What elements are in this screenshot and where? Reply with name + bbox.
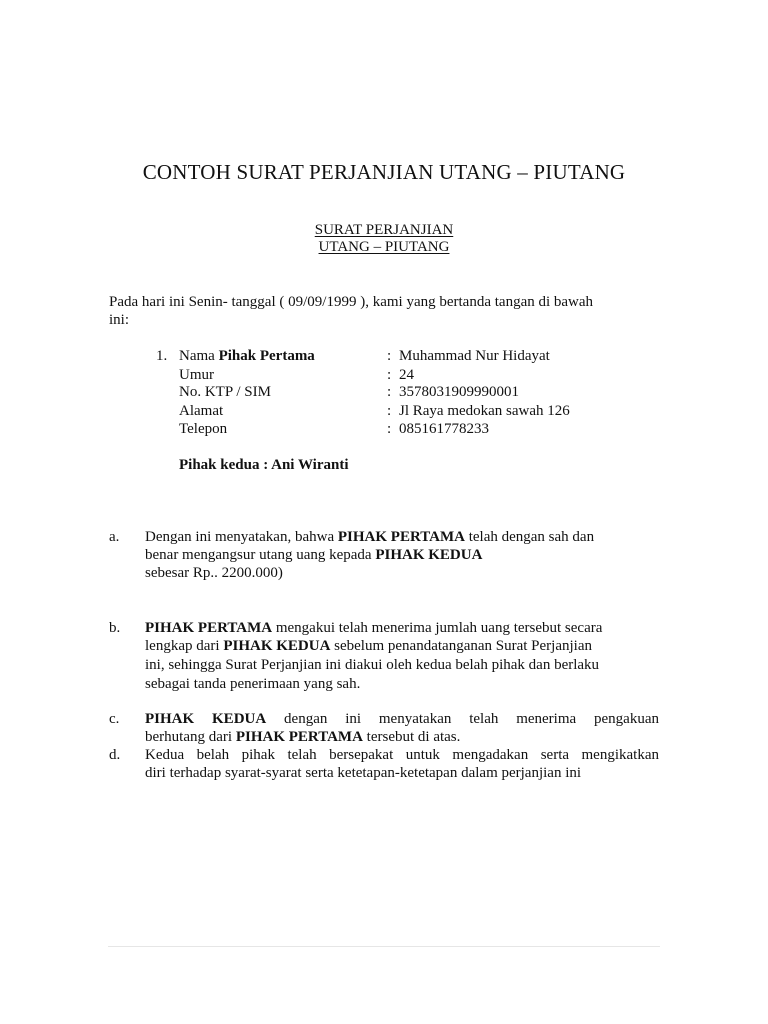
party1-name-label (179, 347, 315, 365)
clause-a-l2-pre: benar mengangsur utang uang kepada (145, 547, 376, 563)
subtitle-line-2 (0, 239, 768, 256)
party1-phone-value: 085161778233 (399, 421, 489, 437)
party1-address-label: Alamat (179, 403, 224, 419)
party1-age-label: Umur (179, 367, 214, 383)
clause-b-line-2 (145, 637, 659, 655)
party1-name-prefix: Nama (179, 348, 219, 364)
party2-line (179, 456, 349, 474)
clause-b-l2-pre: lengkap dari (145, 638, 224, 654)
clause-b-l1-post: mengakui telah menerima jumlah uang tersebut secara (272, 620, 603, 636)
clause-c-marker: c. (109, 711, 120, 727)
clause-c-l2-bold: PIHAK PERTAMA (235, 729, 363, 745)
clause-c-l1-post: dengan ini menyatakan telah menerima pengakuan (266, 711, 659, 727)
clause-c-line-1 (145, 710, 659, 728)
clause-a-l1-bold: PIHAK PERTAMA (337, 529, 465, 545)
party1-phone-sep: : (387, 421, 392, 437)
party1-ktp-value: 3578031909990001 (399, 384, 519, 400)
intro-line-1: Pada hari ini Senin- tanggal ( 09/09/1999 ), kami yang bertanda tangan di bawah (109, 294, 594, 310)
clause-d-line-2: diri terhadap syarat-syarat serta ketetapan-ketetapan dalam perjanjian ini (145, 765, 582, 781)
party1-ktp-label: No. KTP / SIM (179, 384, 271, 400)
clause-c-l2-pre: berhutang dari (145, 729, 236, 745)
clause-a-line-2 (145, 546, 482, 564)
subtitle-line-1 (0, 222, 768, 239)
party1-age-sep: : (387, 367, 392, 383)
party1-age-value: 24 (399, 367, 414, 383)
clause-a-l1-pre: Dengan ini menyatakan, bahwa (145, 529, 338, 545)
clause-b-l1-bold: PIHAK PERTAMA (145, 620, 273, 636)
clause-a-line-1 (145, 528, 659, 546)
clause-d-marker: d. (109, 747, 121, 763)
page-bottom-divider (108, 946, 660, 947)
clause-b-marker: b. (109, 620, 121, 636)
party1-number: 1. (156, 348, 168, 364)
clause-b-line-3: ini, sehingga Surat Perjanjian ini diakui oleh kedua belah pihak dan berlaku (145, 657, 600, 673)
party1-name-bold: Pihak Pertama (218, 348, 315, 364)
clause-b-line-4: sebagai tanda penerimaan yang sah. (145, 676, 361, 692)
clause-a-l2-bold: PIHAK KEDUA (375, 547, 483, 563)
clause-c-line-2 (145, 728, 460, 746)
party1-address-sep: : (387, 403, 392, 419)
party1-address-value: Jl Raya medokan sawah 126 (399, 403, 570, 419)
party1-name-sep: : (387, 348, 392, 364)
clause-d-line-1: Kedua belah pihak telah bersepakat untuk mengadakan serta mengikatkan (145, 747, 659, 763)
party1-ktp-sep: : (387, 384, 392, 400)
intro-line-2: ini: (109, 312, 130, 328)
subtitle-text-1: SURAT PERJANJIAN (314, 222, 454, 238)
party1-phone-label: Telepon (179, 421, 228, 437)
party1-name-value: Muhammad Nur Hidayat (399, 348, 550, 364)
clause-a-l1-post: telah dengan sah dan (464, 529, 595, 545)
subtitle-text-2: UTANG – PIUTANG (318, 239, 450, 255)
document-title: CONTOH SURAT PERJANJIAN UTANG – PIUTANG (142, 160, 626, 184)
clause-b-l2-bold: PIHAK KEDUA (223, 638, 331, 654)
clause-c-l1-bold: PIHAK KEDUA (145, 711, 267, 727)
clause-b-line-1 (145, 619, 659, 637)
clause-b-l2-post: sebelum penandatanganan Surat Perjanjian (330, 638, 592, 654)
clause-a-line-3: sebesar Rp.. 2200.000) (145, 565, 283, 581)
clause-c-l2-post: tersebut di atas. (362, 729, 461, 745)
clause-a-marker: a. (109, 529, 120, 545)
party2-text: Pihak kedua : Ani Wiranti (179, 457, 349, 473)
